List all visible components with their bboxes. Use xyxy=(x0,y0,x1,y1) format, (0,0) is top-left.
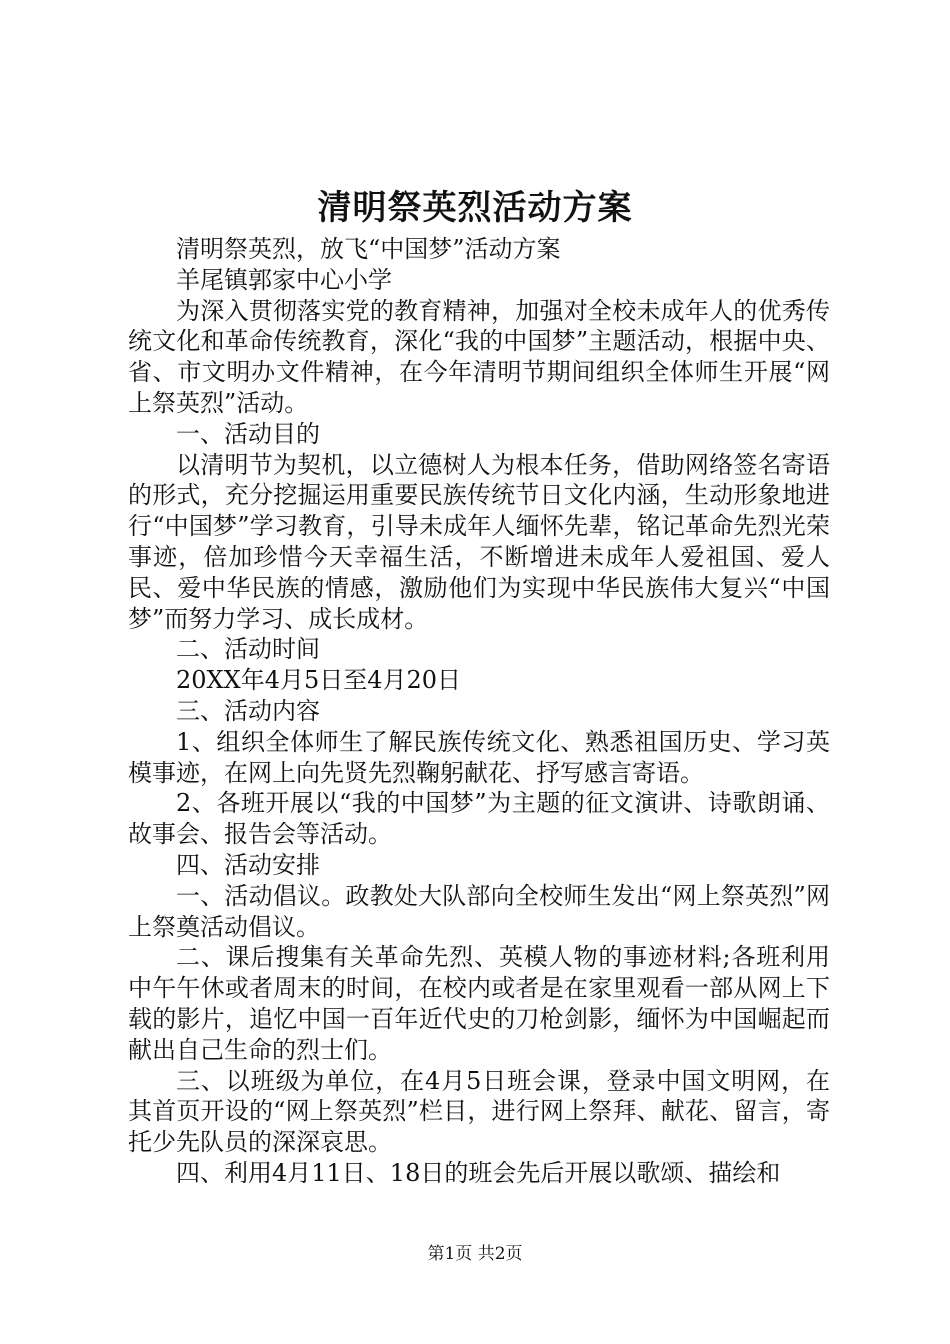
body-paragraph: 以清明节为契机，以立德树人为根本任务，借助网络签名寄语的形式，充分挖掘运用重要民族传统节日文化内涵，生动形象地进行“中国梦”学习教育，引导未成年人缅怀先辈，铭记革命先烈光荣事迹，倍加珍惜今天幸福生活，不断增进未成年人爱祖国、爱人民、爱中华民族的情感，激励他们为实现中华民族伟大复兴“中国梦”而努力学习、成长成材。 xyxy=(128,450,830,633)
body-paragraph: 2、各班开展以“我的中国梦”为主题的征文演讲、诗歌朗诵、故事会、报告会等活动。 xyxy=(128,789,830,849)
body-paragraph: 三、以班级为单位，在4月5日班会课，登录中国文明网，在其首页开设的“网上祭英烈”栏目，进行网上祭拜、献花、留言，寄托少先队员的深深哀思。 xyxy=(128,1066,830,1157)
body-paragraph: 为深入贯彻落实党的教育精神，加强对全校未成年人的优秀传统文化和革命传统教育，深化“我的中国梦”主题活动，根据中央、省、市文明办文件精神，在今年清明节期间组织全体师生开展“网上祭英烈”活动。 xyxy=(128,296,830,417)
section-heading-purpose: 一、活动目的 xyxy=(176,419,320,448)
body-paragraph: 一、活动倡议。政教处大队部向全校师生发出“网上祭英烈”网上祭奠活动倡议。 xyxy=(128,881,830,941)
school-name-paragraph: 羊尾镇郭家中心小学 xyxy=(176,265,392,294)
section-heading-arrangement: 四、活动安排 xyxy=(176,850,320,879)
subtitle-paragraph: 清明祭英烈，放飞“中国梦”活动方案 xyxy=(176,235,561,263)
body-paragraph: 二、课后搜集有关革命先烈、英模人物的事迹材料;各班利用中午午休或者周末的时间，在校内或者是在家里观看一部从网上下载的影片，追忆中国一百年近代史的刀枪剑影，缅怀为中国崛起而献出自己生命的烈士们。 xyxy=(128,943,830,1064)
page-number-footer: 第1页 共2页 xyxy=(427,1244,523,1264)
body-paragraph: 1、组织全体师生了解民族传统文化、熟悉祖国历史、学习英模事迹，在网上向先贤先烈鞠躬献花、抒写感言寄语。 xyxy=(128,727,830,787)
section-heading-content: 三、活动内容 xyxy=(176,696,320,725)
document-title: 清明祭英烈活动方案 xyxy=(317,188,633,228)
section-heading-time: 二、活动时间 xyxy=(176,635,320,664)
body-paragraph: 20XX年4月5日至4月20日 xyxy=(176,666,462,695)
body-paragraph: 四、利用4月11日、18日的班会先后开展以歌颂、描绘和 xyxy=(176,1158,781,1187)
document-body xyxy=(128,234,830,1189)
